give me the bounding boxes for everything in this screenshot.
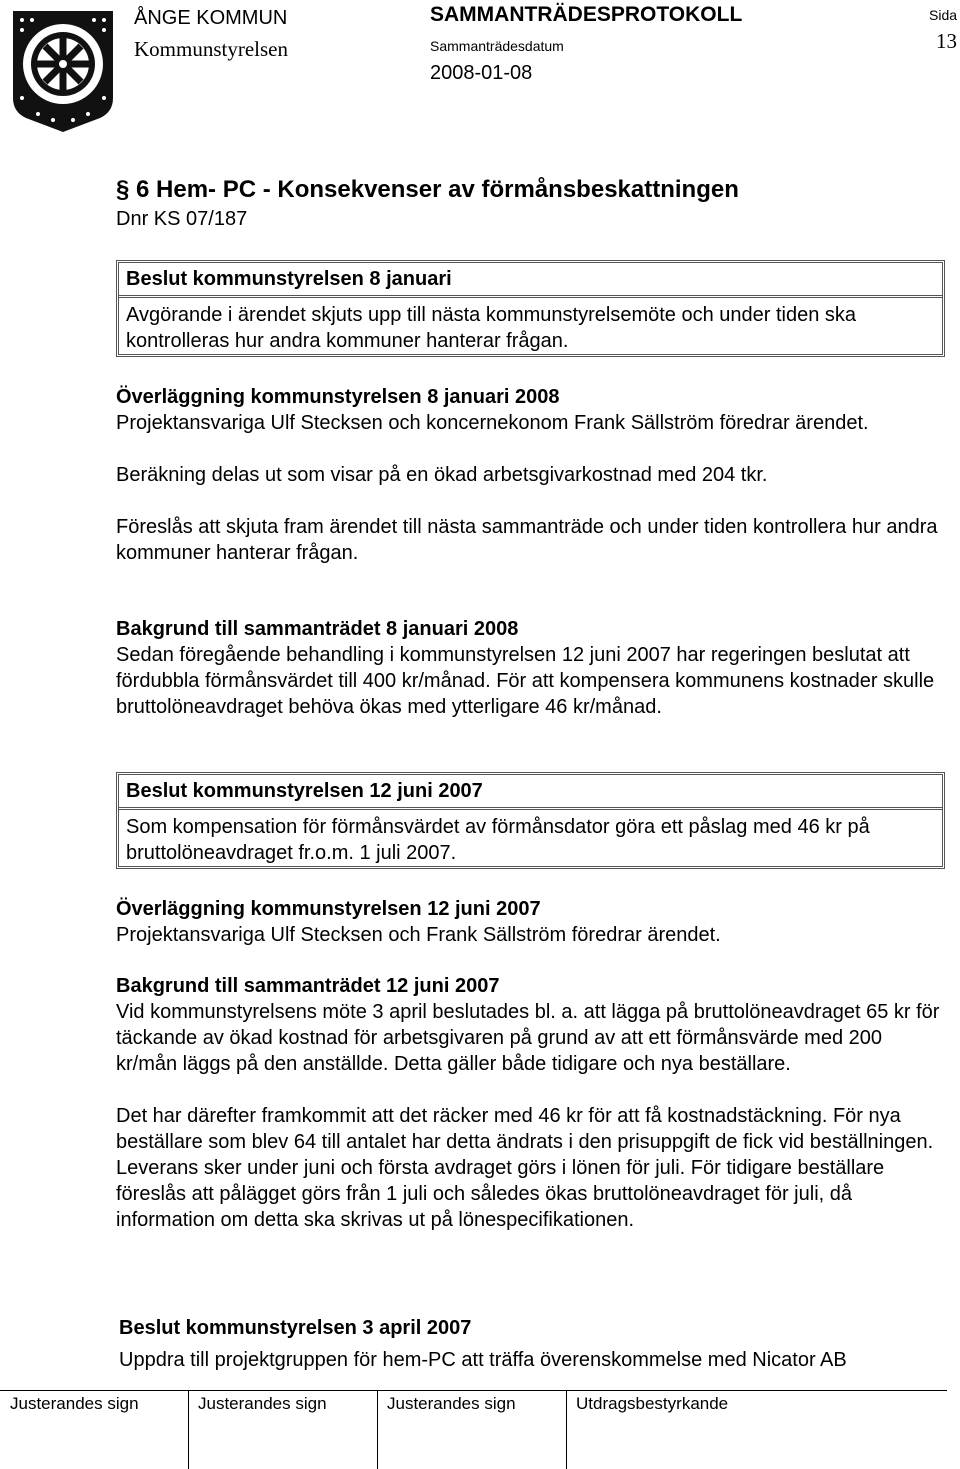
item-title-text: 6 Hem- PC - Konsekvenser av förmånsbeskattningen <box>136 176 739 203</box>
paragraph: Det har därefter framkommit att det räcker med 46 kr för att få kostnadstäckning. För nya beställare som blev 64 till antalet har detta ändrats i den prisuppgift de fick vid beställningen. Leverans sker under juni och första avdraget görs i lönen för juli. För tidigare beställare föreslås att pålägget görs från 1 juli och således ökas bruttolöneavdraget för juli, då information om detta ska skrivas ut på lönespecifikationen. <box>116 1105 934 1231</box>
page-number: 13 <box>936 29 957 53</box>
section-heading: Beslut kommunstyrelsen 3 april 2007 <box>119 1317 472 1339</box>
signature-cell: Justerandes sign <box>387 1394 516 1413</box>
paragraph: Projektansvariga Ulf Stecksen och Frank Sällström föredrar ärendet. <box>116 924 721 946</box>
document-type: SAMMANTRÄDESPROTOKOLL <box>430 3 743 26</box>
municipality-logo <box>8 6 118 134</box>
paragraph: Sedan föregående behandling i kommunstyrelsen 12 juni 2007 har regeringen beslutat att fördubbla förmånsvärdet till 400 kr/månad. För att kompensera kommunens kostnader skulle bruttolöneavdraget behöva ökas med ytterligare 46 kr/månad. <box>116 644 935 718</box>
footer-rule <box>0 1390 947 1391</box>
item-title <box>116 176 739 204</box>
paragraph: Projektansvariga Ulf Stecksen och koncernekonom Frank Sällström föredrar ärendet. <box>116 412 869 434</box>
section-heading: Bakgrund till sammanträdet 8 januari 2008 <box>116 618 519 640</box>
meeting-date-label: Sammanträdesdatum <box>430 38 564 54</box>
municipality-name: ÅNGE KOMMUN <box>134 7 288 29</box>
section-marker: § <box>116 176 137 203</box>
section-heading: Bakgrund till sammanträdet 12 juni 2007 <box>116 975 500 997</box>
decision-apr-2007 <box>119 1312 949 1376</box>
wheel-emblem-icon <box>8 6 118 134</box>
section-heading: Överläggning kommunstyrelsen 8 januari 2008 <box>116 386 560 408</box>
background-jun-2007 <box>116 973 942 1233</box>
decision-heading: Beslut kommunstyrelsen 12 juni 2007 <box>119 775 942 810</box>
background-jan-2008 <box>116 616 942 720</box>
decision-heading: Beslut kommunstyrelsen 8 januari <box>119 263 942 298</box>
deliberation-jun-2007 <box>116 896 942 948</box>
decision-text: Avgörande i ärendet skjuts upp till nästa kommunstyrelsemöte och under tiden ska kontrolleras hur andra kommuner hanterar frågan. <box>126 304 857 352</box>
paragraph: Uppdra till projektgruppen för hem-PC att träffa överenskommelse med Nicator AB <box>119 1349 847 1371</box>
decision-box-jan-2008 <box>116 260 945 357</box>
meeting-date: 2008-01-08 <box>430 62 533 84</box>
diary-number: Dnr KS 07/187 <box>116 208 248 230</box>
decision-box-jun-2007 <box>116 772 945 869</box>
signature-cell: Justerandes sign <box>198 1394 327 1413</box>
body-name: Kommunstyrelsen <box>134 37 288 61</box>
paragraph: Föreslås att skjuta fram ärendet till nästa sammanträde och under tiden kontrollera hur andra kommuner hanterar frågan. <box>116 516 938 564</box>
certification-cell: Utdragsbestyrkande <box>576 1394 729 1413</box>
paragraph: Beräkning delas ut som visar på en ökad arbetsgivarkostnad med 204 tkr. <box>116 464 768 486</box>
decision-text: Som kompensation för förmånsvärdet av förmånsdator göra ett påslag med 46 kr på bruttolöneavdraget fr.o.m. 1 juli 2007. <box>126 816 870 864</box>
deliberation-jan-2008 <box>116 384 942 566</box>
signature-cell: Justerandes sign <box>10 1394 139 1413</box>
page-label: Sida <box>929 7 958 23</box>
section-heading: Överläggning kommunstyrelsen 12 juni 2007 <box>116 898 541 920</box>
paragraph: Vid kommunstyrelsens möte 3 april beslutades bl. a. att lägga på bruttolöneavdraget 65 kr för täckande av ökad kostnad för arbetsgivaren på grund av att ett förmånsvärde med 200 kr/mån läggs på den anställde. Detta gäller både tidigare och nya beställare. <box>116 1001 940 1075</box>
